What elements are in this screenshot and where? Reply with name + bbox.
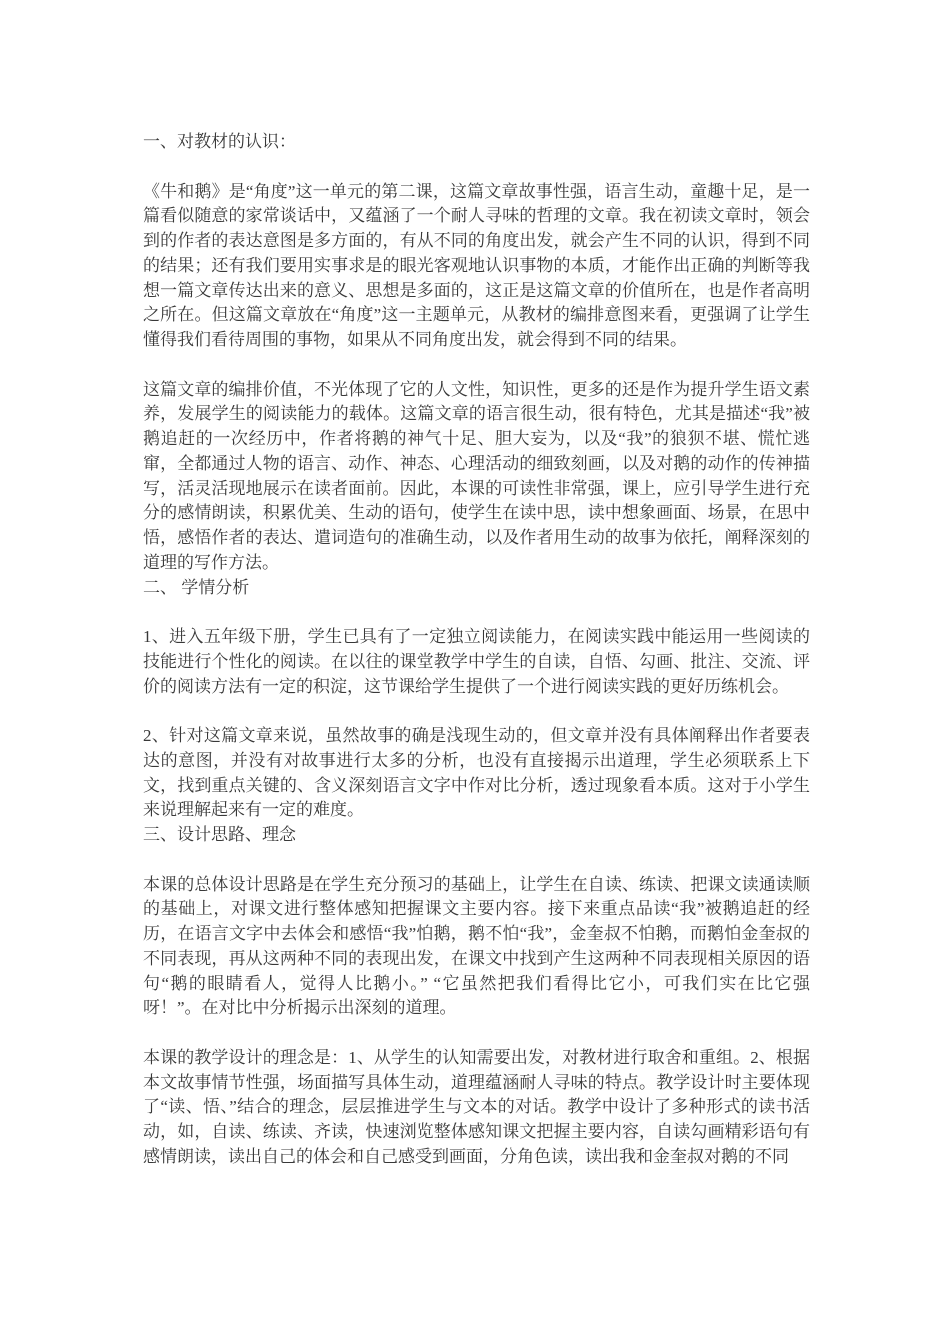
- section-heading: 一、对教材的认识：: [143, 132, 296, 151]
- paragraph: 这篇文章的编排价值，不光体现了它的人文性，知识性，更多的还是作为提升学生语文素养，发展学生的阅读能力的载体。这篇文章的语言很生动，很有特色，尤其是描述“我”被鹅追赶的一次经历中，作者将鹅的神气十足、胆大妄为，以及“我”的狼狈不堪、慌忙逃窜，全都通过人物的语言、动作、神态、心理活动的细致刻画，以及对鹅的动作的传神描写，活灵活现地展示在读者面前。因此，本课的可读性非常强，课上，应引导学生进行充分的感情朗读，积累优美、生动的语句，使学生在读中思，读中想象画面、场景，在思中悟，感悟作者的表达、遣词造句的准确生动，以及作者用生动的故事为依托，阐释深刻的道理的写作方法。: [143, 379, 810, 572]
- section-textbook-understanding: [143, 130, 810, 576]
- paragraph: 本课的教学设计的理念是：1、从学生的认知需要出发，对教材进行取舍和重组。2、根据本文故事情节性强，场面描写具体生动，道理蕴涵耐人寻味的特点。教学设计时主要体现了“读、悟、”结合的理念，层层推进学生与文本的对话。教学中设计了多种形式的读书活动，如，自读、练读、齐读，快速浏览整体感知课文把握主要内容，自读勾画精彩语句有感情朗读，读出自己的体会和自己感受到画面，分角色读，读出我和金奎叔对鹅的不同: [143, 1047, 810, 1166]
- paragraph: 2、针对这篇文章来说，虽然故事的确是浅现生动的，但文章并没有具体阐释出作者要表达的意图，并没有对故事进行太多的分析，也没有直接揭示出道理，学生必须联系上下文，找到重点关键的、含义深刻语言文字中作对比分析，透过现象看本质。这对于小学生来说理解起来有一定的难度。: [143, 726, 810, 820]
- section-design-concept: [143, 823, 810, 1170]
- paragraph: 1、进入五年级下册，学生已具有了一定独立阅读能力，在阅读实践中能运用一些阅读的技能进行个性化的阅读。在以往的课堂教学中学生的自读，自悟、勾画、批注、交流、评价的阅读方法有一定的积淀，这节课给学生提供了一个进行阅读实践的更好历练机会。: [143, 627, 810, 696]
- paragraph: 《牛和鹅》是“角度”这一单元的第二课，这篇文章故事性强，语言生动，童趣十足，是一篇看似随意的家常谈话中，又蕴涵了一个耐人寻味的哲理的文章。我在初读文章时，领会到的作者的表达意图是多方面的，有从不同的角度出发，就会产生不同的认识，得到不同的结果；还有我们要用实事求是的眼光客观地认识事物的本质，才能作出正确的判断等我想一篇文章传达出来的意义、思想是多面的，这正是这篇文章的价值所在，也是作者高明之所在。但这篇文章放在“角度”这一主题单元，从教材的编排意图来看，更强调了让学生懂得我们看待周围的事物，如果从不同角度出发，就会得到不同的结果。: [143, 181, 810, 349]
- section-heading: 二、 学情分析: [143, 577, 250, 597]
- paragraph: 本课的总体设计思路是在学生充分预习的基础上，让学生在自读、练读、把课文读通读顺的基础上，对课文进行整体感知把握课文主要内容。接下来重点品读“我”被鹅追赶的经历，在语言文字中去体会和感悟“我”怕鹅，鹅不怕“我”，金奎叔不怕鹅，而鹅怕金奎叔的不同表现，再从这两种不同的表现出发，在课文中找到产生这两种不同表现相关原因的语句“鹅的眼睛看人，觉得人比鹅小。” “它虽然把我们看得比它小，可我们实在比它强呀！”。在对比中分析揭示出深刻的道理。: [143, 874, 810, 1018]
- section-heading: 三、设计思路、理念: [143, 825, 296, 844]
- section-learner-analysis: [143, 576, 810, 824]
- document-body: [143, 130, 810, 1170]
